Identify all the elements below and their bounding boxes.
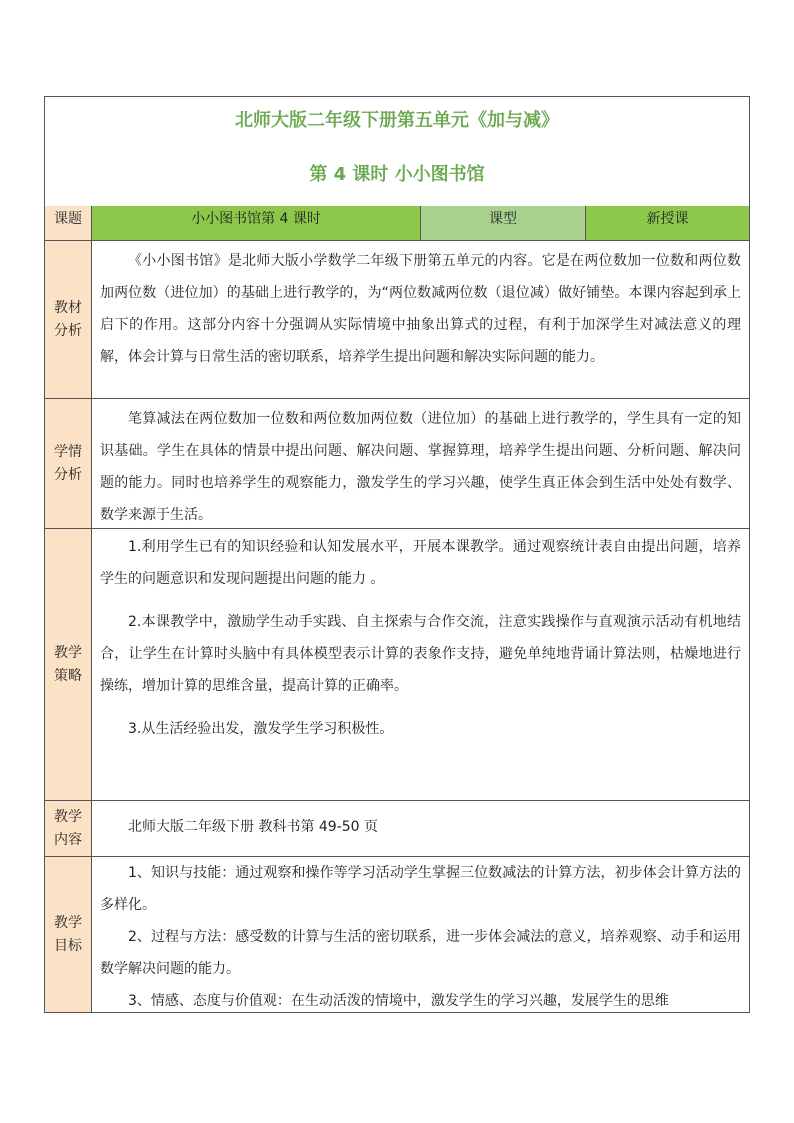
- student-analysis-row: [45, 399, 749, 529]
- title-block: [45, 97, 749, 207]
- topic-label-cell: [45, 206, 92, 240]
- type-label-cell: [421, 206, 586, 240]
- goal-item: 3、情感、态度与价值观：在生动活泼的情境中，激发学生的学习兴趣，发展学生的思维: [128, 993, 669, 1009]
- goals-label-cell: [45, 857, 92, 1012]
- content-label: 教学内容: [54, 808, 82, 848]
- goal-item: 2、过程与方法：感受数的计算与生活的密切联系，进一步体会减法的意义，培养观察、动手和运用数学解决问题的能力。: [100, 929, 741, 977]
- material-label: 教材分析: [54, 299, 82, 339]
- teaching-strategy-row: [45, 529, 749, 801]
- lesson-subtitle: 第 4 课时 小小图书馆: [309, 164, 485, 185]
- goals-content: [92, 857, 749, 1012]
- strategy-content: [92, 529, 749, 800]
- strategy-label-cell: [45, 529, 92, 800]
- content-label-cell: [45, 801, 92, 856]
- material-analysis-row: [45, 241, 749, 399]
- strategy-label: 教学策略: [54, 644, 82, 684]
- material-content: [92, 241, 749, 398]
- students-label-cell: [45, 399, 92, 528]
- goal-item: 1、知识与技能：通过观察和操作等学习活动学生掌握三位数减法的计算方法，初步体会计算方法的多样化。: [100, 865, 741, 913]
- goals-label: 教学目标: [54, 914, 82, 954]
- students-paragraph: 笔算减法在两位数加一位数和两位数加两位数（进位加）的基础上进行教学的，学生具有一定的知识基础。学生在具体的情景中提出问题、解决问题、掌握算理，培养学生提出问题、分析问题、解决问题的能力。同时也培养学生的观察能力，激发学生的学习兴趣，使学生真正体会到生活中处处有数学、数学来源于生活。: [100, 411, 741, 523]
- lesson-plan-table: [44, 96, 750, 1013]
- document-title: 北师大版二年级下册第五单元《加与减》: [235, 110, 559, 131]
- content-text-cell: [92, 801, 749, 856]
- material-label-cell: [45, 241, 92, 398]
- type-value: 新授课: [646, 211, 689, 227]
- strategy-paragraph: 3.从生活经验出发，激发学生学习积极性。: [128, 721, 394, 737]
- material-paragraph: 《小小图书馆》是北师大版小学数学二年级下册第五单元的内容。它是在两位数加一位数和两位数加两位数（进位加）的基础上进行教学的，为“两位数减两位数（退位减）做好铺垫。本课内容起到承上启下的作用。这部分内容十分强调从实际情境中抽象出算式的过程，有利于加深学生对减法意义的理解，体会计算与日常生活的密切联系，培养学生提出问题和解决实际问题的能力。: [100, 253, 741, 365]
- type-value-cell: [586, 206, 749, 240]
- content-text: 北师大版二年级下册 教科书第 49-50 页: [128, 819, 379, 835]
- teaching-content-row: [45, 801, 749, 857]
- type-label: 课型: [489, 211, 517, 227]
- strategy-paragraph: 2.本课教学中，激励学生动手实践、自主探索与合作交流，注意实践操作与直观演示活动有机地结合，让学生在计算时头脑中有具体模型表示计算的表象作支持，避免单纯地背诵计算法则，枯燥地进行操练，增加计算的思维含量，提高计算的正确率。: [100, 614, 741, 694]
- topic-label: 课题: [54, 211, 82, 227]
- header-row: [45, 206, 749, 241]
- strategy-paragraph: 1.利用学生已有的知识经验和认知发展水平，开展本课教学。通过观察统计表自由提出问题，培养学生的问题意识和发现问题提出问题的能力 。: [100, 539, 741, 587]
- students-content: [92, 399, 749, 528]
- students-label: 学情分析: [54, 443, 82, 483]
- lesson-name-cell: [92, 206, 421, 240]
- lesson-name: 小小图书馆第 4 课时: [191, 211, 321, 227]
- teaching-goals-row: [45, 857, 749, 1012]
